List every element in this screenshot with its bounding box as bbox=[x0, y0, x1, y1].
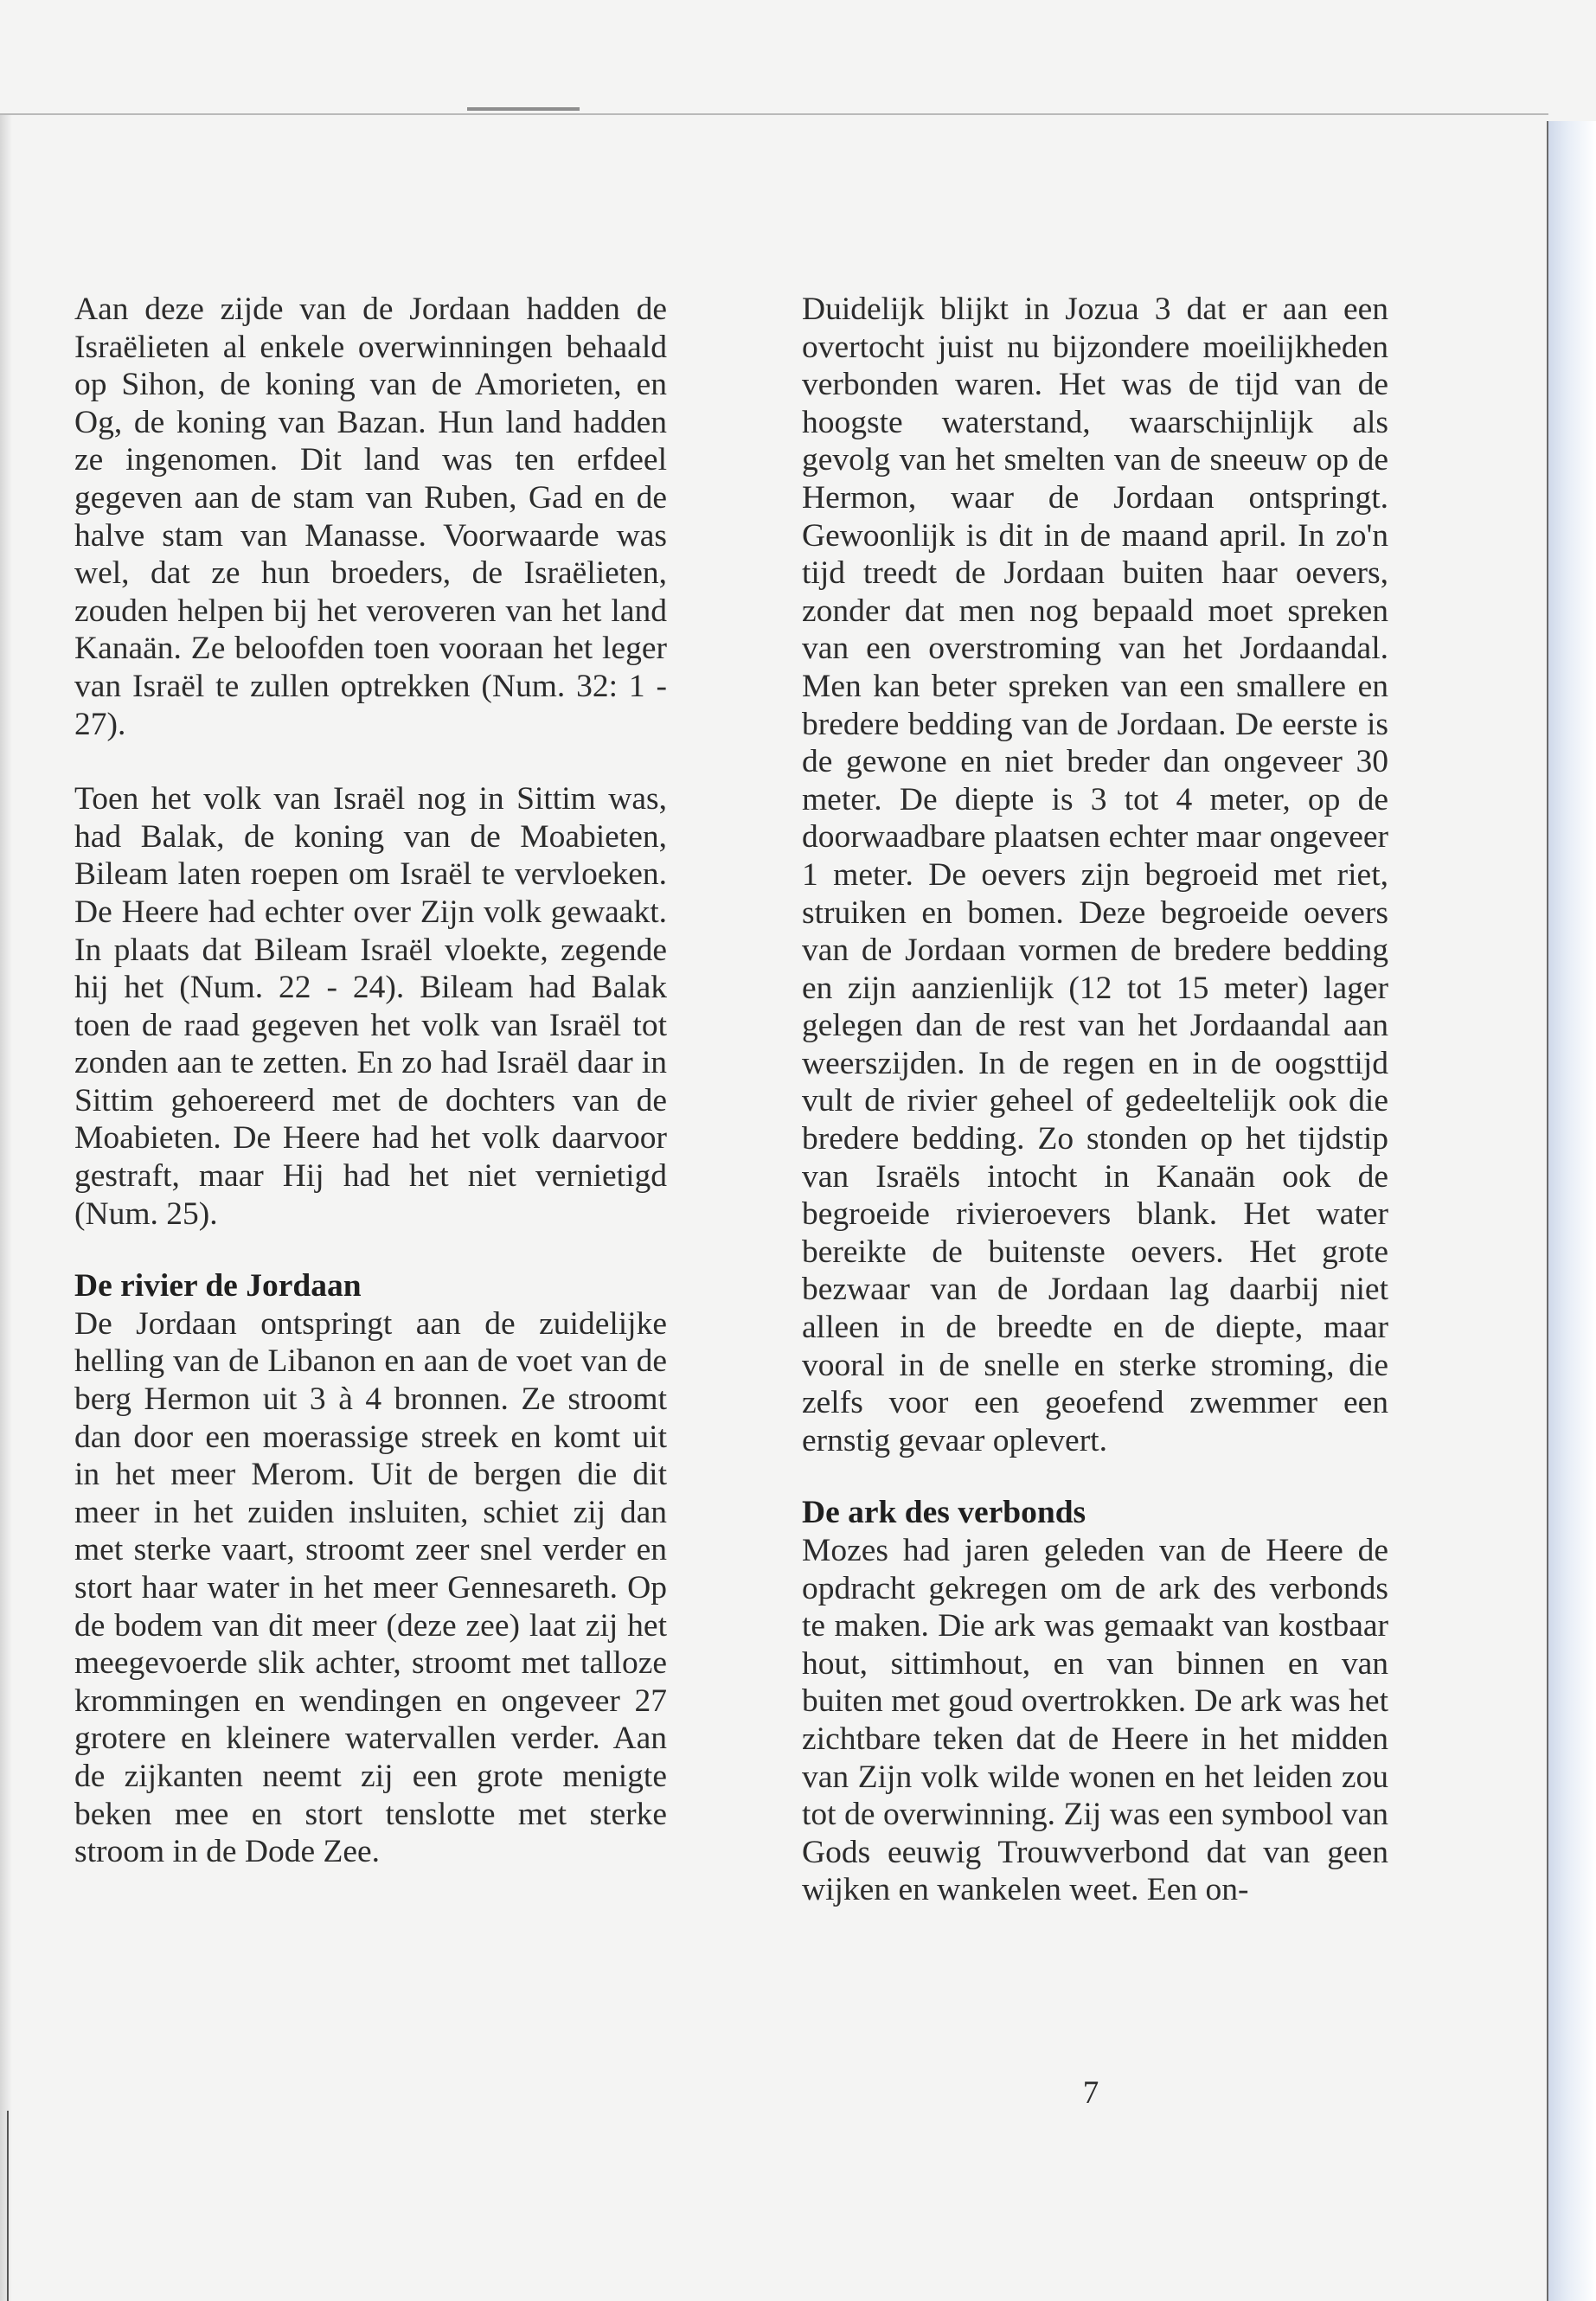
spine-strip bbox=[1548, 121, 1596, 2301]
left-column bbox=[74, 291, 667, 1871]
heading-rivier-de-jordaan: De rivier de Jordaan bbox=[74, 1268, 362, 1304]
paragraph-high-water: Duidelijk blijkt in Jozua 3 dat er aan een overtocht juist nu bijzondere moeilijkheden verbonden waren. Het was de tijd van de hoogste waterstand, waarschijnlijk als gevolg van het smelten van de sneeuw op de Hermon, waar de Jordaan ontspringt. Gewoonlijk is dit in de maand april. In zo'n tijd treedt de Jordaan buiten haar oevers, zonder dat men nog bepaald moet spreken van een overstroming van het Jordaandal. Men kan beter spreken van een smallere en bredere bedding van de Jordaan. De eerste is de gewone en niet breder dan ongeveer 30 meter. De diepte is 3 tot 4 meter, op de doorwaadbare plaatsen echter maar ongeveer 1 meter. De oevers zijn begroeid met riet, struiken en bomen. Deze begroeide oevers van de Jordaan vormen de bredere bedding en zijn aanzienlijk (12 tot 15 meter) lager gelegen dan de rest van het Jordaandal aan weerszijden. In de regen en in de oogsttijd vult de rivier geheel of gedeeltelijk ook die bredere bedding. Zo stonden op het tijdstip van Israëls intocht in Kanaän ook de begroeide rivieroevers blank. Het water bereikte de buitenste oevers. Het grote bezwaar van de Jordaan lag daarbij niet alleen in de breedte en de diepte, maar vooral in de snelle en sterke stroming, die zelfs voor een geoefend zwemmer een ernstig gevaar oplevert. bbox=[802, 292, 1388, 1458]
heading-ark-des-verbonds: De ark des verbonds bbox=[802, 1495, 1086, 1531]
paragraph-jordaan-course: De Jordaan ontspringt aan de zuidelijke helling van de Libanon en aan de voet van de berg Hermon uit 3 à 4 bronnen. Ze stroomt dan door een moerassige streek en komt uit in het meer Merom. Uit de bergen die dit meer in het zuiden insluiten, schiet zij dan met sterke vaart, stroomt zeer snel verder en stort haar water in het meer Gennesareth. Op de bodem van dit meer (deze zee) laat zij het meegevoerde slik achter, stroomt met talloze krommingen en wendingen en ongeveer 27 grotere en kleinere watervallen verder. Aan de zijkanten neemt zij een grote menigte beken mee en stort tenslotte met sterke stroom in de Dode Zee. bbox=[74, 1305, 667, 1870]
paragraph-ark: Mozes had jaren geleden van de Heere de opdracht gekregen om de ark des verbonds te maken. Die ark was gemaakt van kostbaar hout, sittimhout, en van binnen en van buiten met goud overtrokken. De ark was het zichtbare teken dat de Heere in het midden van Zijn volk wilde wonen en het leiden zou tot de overwinning. Zij was een symbool van Gods eeuwig Trouwverbond dat van geen wijken en wankelen weet. Een on- bbox=[802, 1533, 1388, 1908]
page-number: 7 bbox=[1082, 2075, 1099, 2111]
scan-left-rule bbox=[7, 2111, 9, 2301]
scan-left-shadow bbox=[0, 115, 12, 2301]
paragraph-sittim: Toen het volk van Israël nog in Sittim was, had Balak, de koning van de Moabieten, Bileam laten roepen om Israël te vervloeken. De Heere had echter over Zijn volk gewaakt. In plaats dat Bileam Israël vloekte, zegende hij het (Num. 22 - 24). Bileam had Balak toen de raad gegeven het volk van Israël tot zonden aan te zetten. En zo had Israël daar in Sittim gehoereerd met de dochters van de Moabieten. De Heere had het volk daarvoor gestraft, maar Hij had het niet vernietigd (Num. 25). bbox=[74, 781, 667, 1232]
scan-top-edge bbox=[0, 113, 1548, 115]
scan-top-mark bbox=[467, 107, 580, 111]
paragraph-transjordan-tribes: Aan deze zijde van de Jordaan hadden de Israëlieten al enkele overwinningen behaald op Sihon, de koning van de Amorieten, en Og, de koning van Bazan. Hun land hadden ze ingenomen. Dit land was ten erfdeel gegeven aan de stam van Ruben, Gad en de halve stam van Manasse. Voorwaarde was wel, dat ze hun broeders, de Israëlieten, zouden helpen bij het veroveren van het land Kanaän. Ze beloofden toen vooraan het leger van Israël te zullen optrekken (Num. 32: 1 - 27). bbox=[74, 292, 667, 742]
right-column bbox=[802, 291, 1388, 1909]
